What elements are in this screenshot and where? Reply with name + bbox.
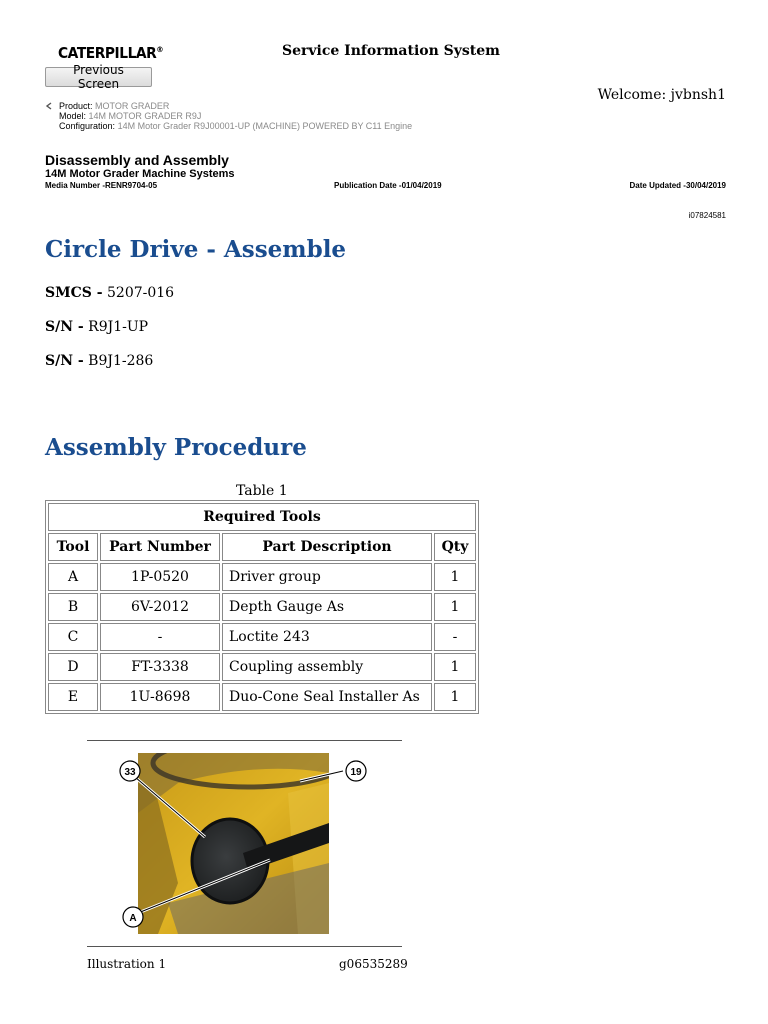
table-row — [48, 563, 476, 591]
column-header: Part Description — [222, 533, 432, 561]
serial-number-label: S/N - — [45, 353, 84, 369]
smcs-label: SMCS - — [45, 285, 103, 301]
column-header: Tool — [48, 533, 98, 561]
model-value: 14M MOTOR GRADER R9J — [88, 111, 202, 121]
callout-label: 33 — [124, 767, 136, 778]
model-label: Model: — [59, 111, 87, 121]
table-cell: Duo-Cone Seal Installer As — [222, 683, 432, 711]
table-cell: 6V-2012 — [100, 593, 220, 621]
illustration-callouts — [110, 755, 380, 935]
serial-number-label: S/N - — [45, 319, 84, 335]
table-cell: FT-3338 — [100, 653, 220, 681]
table-heading-row — [48, 503, 476, 531]
table-cell: Loctite 243 — [222, 623, 432, 651]
table-cell: A — [48, 563, 98, 591]
serial-number-value: B9J1-286 — [88, 353, 154, 369]
table-row — [48, 683, 476, 711]
table-cell: D — [48, 653, 98, 681]
required-tools-table — [45, 500, 479, 714]
caterpillar-logo — [58, 44, 163, 62]
table-cell: E — [48, 683, 98, 711]
table-row — [48, 593, 476, 621]
page-title: Circle Drive - Assemble — [45, 236, 347, 263]
illustration-top-rule — [87, 740, 402, 741]
table-cell: B — [48, 593, 98, 621]
product-value: MOTOR GRADER — [95, 101, 170, 111]
callout-label: 19 — [350, 767, 362, 778]
illustration-caption: Illustration 1 — [87, 957, 167, 971]
publication-date: Publication Date -01/04/2019 — [334, 181, 442, 190]
section-title: Disassembly and Assembly — [45, 152, 229, 168]
table-heading: Required Tools — [48, 503, 476, 531]
illustration-id: g06535289 — [339, 957, 408, 971]
table-row — [48, 623, 476, 651]
table-cell: 1U-8698 — [100, 683, 220, 711]
serial-number-field-2 — [45, 353, 153, 369]
serial-number-value: R9J1-UP — [88, 319, 149, 335]
procedure-title: Assembly Procedure — [45, 434, 307, 461]
chevron-left-icon[interactable] — [45, 102, 53, 110]
smcs-value: 5207-016 — [107, 285, 175, 301]
table-cell: 1 — [434, 683, 476, 711]
product-line — [59, 101, 412, 111]
date-updated: Date Updated -30/04/2019 — [629, 181, 726, 190]
serial-number-field-1 — [45, 319, 148, 335]
table-cell: 1 — [434, 593, 476, 621]
table-cell: Depth Gauge As — [222, 593, 432, 621]
smcs-field — [45, 285, 174, 301]
previous-screen-button[interactable]: Previous Screen — [45, 67, 152, 87]
table-cell: C — [48, 623, 98, 651]
product-label: Product: — [59, 101, 93, 111]
table-cell: 1 — [434, 653, 476, 681]
configuration-value: 14M Motor Grader R9J00001-UP (MACHINE) POWERED BY C11 Engine — [117, 121, 413, 131]
table-caption: Table 1 — [236, 483, 288, 499]
column-header: Part Number — [100, 533, 220, 561]
model-line — [59, 111, 412, 121]
table-header-row — [48, 533, 476, 561]
system-title: Service Information System — [282, 43, 500, 59]
welcome-user: Welcome: jvbnsh1 — [597, 87, 726, 103]
document-id: i07824581 — [688, 211, 726, 220]
table-cell: Driver group — [222, 563, 432, 591]
subsection-title: 14M Motor Grader Machine Systems — [45, 168, 235, 180]
table-row — [48, 653, 476, 681]
configuration-line — [59, 121, 412, 131]
logo-text: CATERPILLAR — [58, 44, 157, 62]
media-number: Media Number -RENR9704-05 — [45, 181, 158, 190]
callout-a — [123, 907, 143, 927]
illustration-bottom-rule — [87, 946, 402, 947]
table-cell: - — [434, 623, 476, 651]
column-header: Qty — [434, 533, 476, 561]
table-cell: 1P-0520 — [100, 563, 220, 591]
configuration-label: Configuration: — [59, 121, 116, 131]
logo-registered-mark: ® — [156, 45, 164, 54]
callout-label: A — [129, 913, 137, 924]
table-cell: - — [100, 623, 220, 651]
table-cell: Coupling assembly — [222, 653, 432, 681]
product-info — [45, 101, 412, 131]
callout-33 — [120, 761, 140, 781]
table-cell: 1 — [434, 563, 476, 591]
callout-19 — [346, 761, 366, 781]
